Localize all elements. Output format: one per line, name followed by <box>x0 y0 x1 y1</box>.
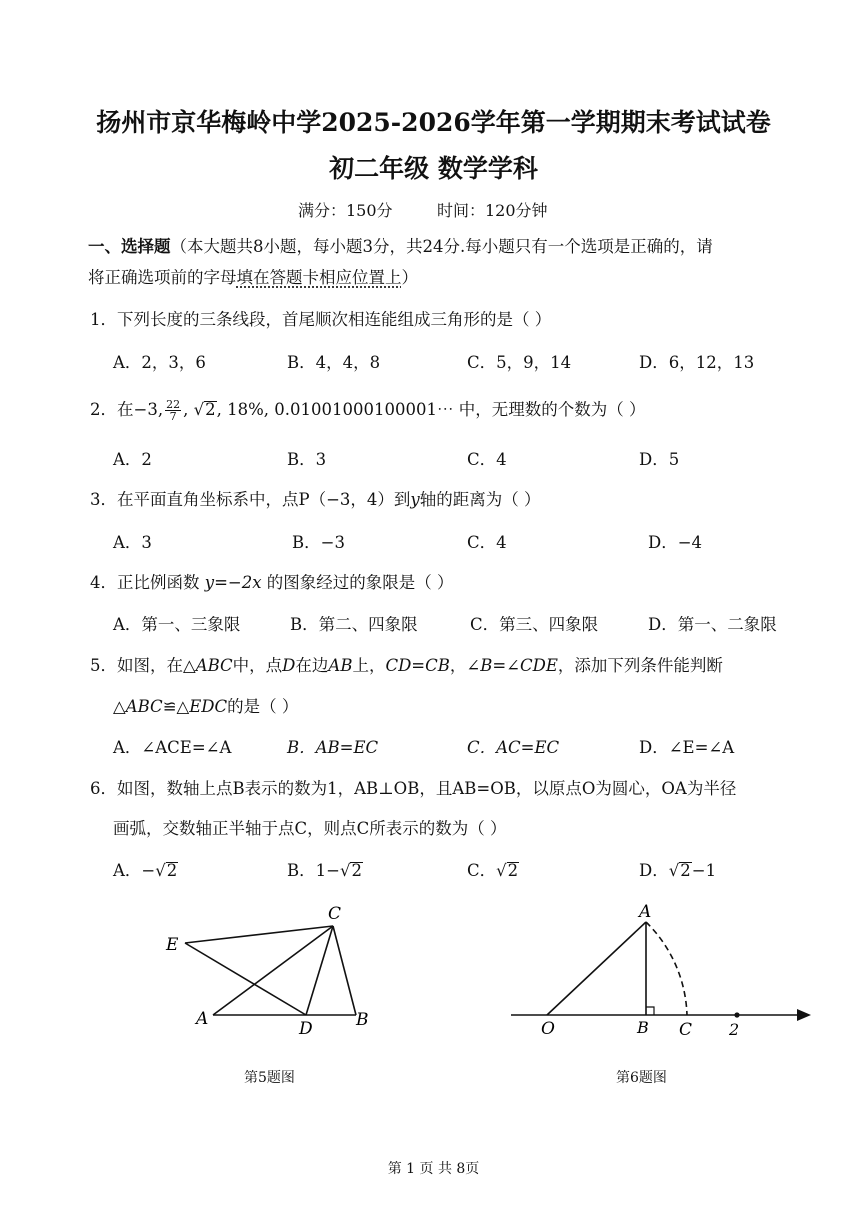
figure-5-diagram <box>160 895 380 1035</box>
q5-bvar: B <box>480 656 493 675</box>
label-a: A <box>196 1009 209 1029</box>
q2-frac-num: 22 <box>166 398 181 411</box>
q3-stem-a: 3．在平面直角坐标系中，点P（−3，4）到 <box>90 490 411 509</box>
q4-stem-b: 的图象经过的象限是（ ） <box>261 573 454 592</box>
q4-stem-a: 4．正比例函数 <box>90 573 205 592</box>
section-instructions-line2 <box>88 264 418 288</box>
right-angle-mark <box>646 1007 654 1015</box>
q2-option-d: D．5 <box>639 450 680 469</box>
q6-option-b: B．1−√2 <box>287 861 362 880</box>
q4-option-a: A．第一、三象限 <box>113 615 241 634</box>
q6a-prefix: A．− <box>113 861 156 880</box>
arc-ac <box>646 922 687 1015</box>
q6d-prefix: D． <box>639 861 669 880</box>
question-1-stem: 1．下列长度的三条线段，首尾顺次相连能组成三角形的是（ ） <box>90 310 552 329</box>
q2-suffix: , 18%, 0.01001000100001⋯ 中，无理数的个数为（ ） <box>216 400 646 419</box>
question-3-stem <box>90 486 541 510</box>
label-b: B <box>356 1010 369 1030</box>
question-4-stem <box>90 569 454 593</box>
figure-6-caption: 第6题图 <box>616 1070 667 1086</box>
full-score: 满分：150分 <box>298 201 393 220</box>
question-5-line1 <box>90 652 723 676</box>
q5-g: ，添加下列条件能判断 <box>557 656 723 675</box>
q5-d: D <box>282 656 296 675</box>
q4-option-c: C．第三、四象限 <box>470 615 599 634</box>
q3-option-d: D．−4 <box>648 533 703 552</box>
q3-var-y: y <box>410 490 420 509</box>
q6c-radicand: 2 <box>507 861 519 880</box>
q4-formula: y=−2x <box>204 573 262 592</box>
label-e: E <box>166 935 179 955</box>
q2-comma: , <box>183 400 189 419</box>
q3-option-c: C．4 <box>467 533 507 552</box>
q5-l2edc: EDC <box>189 697 228 716</box>
q5-abc: ABC <box>195 656 233 675</box>
section-desc-1: （本大题共8小题，每小题3分，共24分.每小题只有一个选项是正确的，请 <box>170 237 713 256</box>
q6-option-a: A．−√2 <box>113 861 178 880</box>
q5-cde: CDE <box>520 656 558 675</box>
q6b-prefix: B．1− <box>287 861 340 880</box>
q1-option-b: B．4，4，8 <box>287 353 381 372</box>
label-c: C <box>328 904 342 924</box>
axis-arrow <box>797 1009 811 1021</box>
q5-c: 在边 <box>295 656 329 675</box>
q4-option-b: B．第二、四象限 <box>290 615 418 634</box>
section-desc-2c: ） <box>401 268 418 287</box>
exam-title: 扬州市京华梅岭中学2025-2026学年第一学期期末考试试卷 <box>96 108 771 137</box>
figure-6-diagram <box>505 895 815 1045</box>
q5-l2abc: ABC <box>125 697 163 716</box>
q6b-radicand: 2 <box>351 861 362 880</box>
q5-option-d: D．∠E=∠A <box>639 738 735 757</box>
q6c-prefix: C． <box>467 861 497 880</box>
question-6-line1: 6．如图，数轴上点B表示的数为1，AB⊥OB，且AB=OB，以原点O为圆心，OA为半径 <box>90 779 737 798</box>
q5-f: =∠ <box>492 656 521 675</box>
q5-d2: 上， <box>352 656 386 675</box>
segment-oa <box>547 922 646 1015</box>
q5-l2b: ≌△ <box>162 697 190 716</box>
q2-option-c: C．4 <box>467 450 507 469</box>
section-desc-2b: 填在答题卡相应位置上 <box>236 268 402 287</box>
q2-prefix: 2．在−3, <box>90 400 164 419</box>
q1-option-d: D．6，12，13 <box>639 353 755 372</box>
q6d-radicand: 2 <box>680 861 691 880</box>
label-d: D <box>299 1019 313 1035</box>
q3-option-b: B．−3 <box>292 533 345 552</box>
q2-option-a: A．2 <box>113 450 152 469</box>
q5-option-c: C．AC=EC <box>467 738 560 757</box>
exam-time: 时间：120分钟 <box>437 201 548 220</box>
label-two: 2 <box>729 1020 740 1039</box>
q1-option-c: C．5，9，14 <box>467 353 572 372</box>
segment-ec <box>185 926 333 943</box>
label-o: O <box>541 1019 555 1039</box>
q3-option-a: A．3 <box>113 533 152 552</box>
segment-ed <box>185 943 306 1015</box>
q5-e: ，∠ <box>449 656 481 675</box>
q2-fraction <box>165 399 181 422</box>
figure-5-caption: 第5题图 <box>244 1070 295 1086</box>
q2-frac-den: 7 <box>169 410 177 423</box>
q5-cdcb: CD=CB <box>385 656 450 675</box>
q5-l2a: △ <box>113 697 126 716</box>
q2-option-b: B．3 <box>287 450 327 469</box>
q2-sqrt: 2 <box>205 400 216 419</box>
q1-option-a: A．2，3，6 <box>113 353 206 372</box>
label-c: C <box>679 1020 693 1040</box>
q3-stem-b: 轴的距离为（ ） <box>419 490 541 509</box>
question-2-stem: 2．在−3, $\frac{22}{7}$ , √2, 18%, 0.01001000100001⋯ 中，无理数的个数为（ ） <box>90 398 646 423</box>
q5-l2c: 的是（ ） <box>227 697 299 716</box>
label-b: B <box>637 1018 649 1037</box>
section-instructions-line1 <box>88 233 713 257</box>
point-two <box>734 1012 739 1017</box>
q6a-radicand: 2 <box>166 861 178 880</box>
q5-option-a: A．∠ACE=∠A <box>113 738 232 757</box>
section-desc-2a: 将正确选项前的字母 <box>88 268 237 287</box>
q5-a: 5．如图，在△ <box>90 656 196 675</box>
section-label: 一、选择题 <box>88 237 171 256</box>
exam-subtitle: 初二年级 数学学科 <box>329 154 538 183</box>
segment-dc <box>306 926 333 1015</box>
segment-bc <box>333 926 356 1015</box>
q6d-suffix: −1 <box>691 861 717 880</box>
q5-ab: AB <box>328 656 353 675</box>
q5-option-b: B．AB=EC <box>287 738 379 757</box>
q6-option-c: C．√2 <box>467 861 519 880</box>
page-footer: 第 1 页 共 8页 <box>387 1161 480 1177</box>
q6-option-d: D．√2−1 <box>639 861 717 880</box>
question-6-line2: 画弧，交数轴正半轴于点C，则点C所表示的数为（ ） <box>113 819 507 838</box>
q4-option-d: D．第一、二象限 <box>648 615 777 634</box>
label-a: A <box>639 902 652 922</box>
q5-b: 中，点 <box>232 656 283 675</box>
question-5-line2 <box>113 693 298 717</box>
